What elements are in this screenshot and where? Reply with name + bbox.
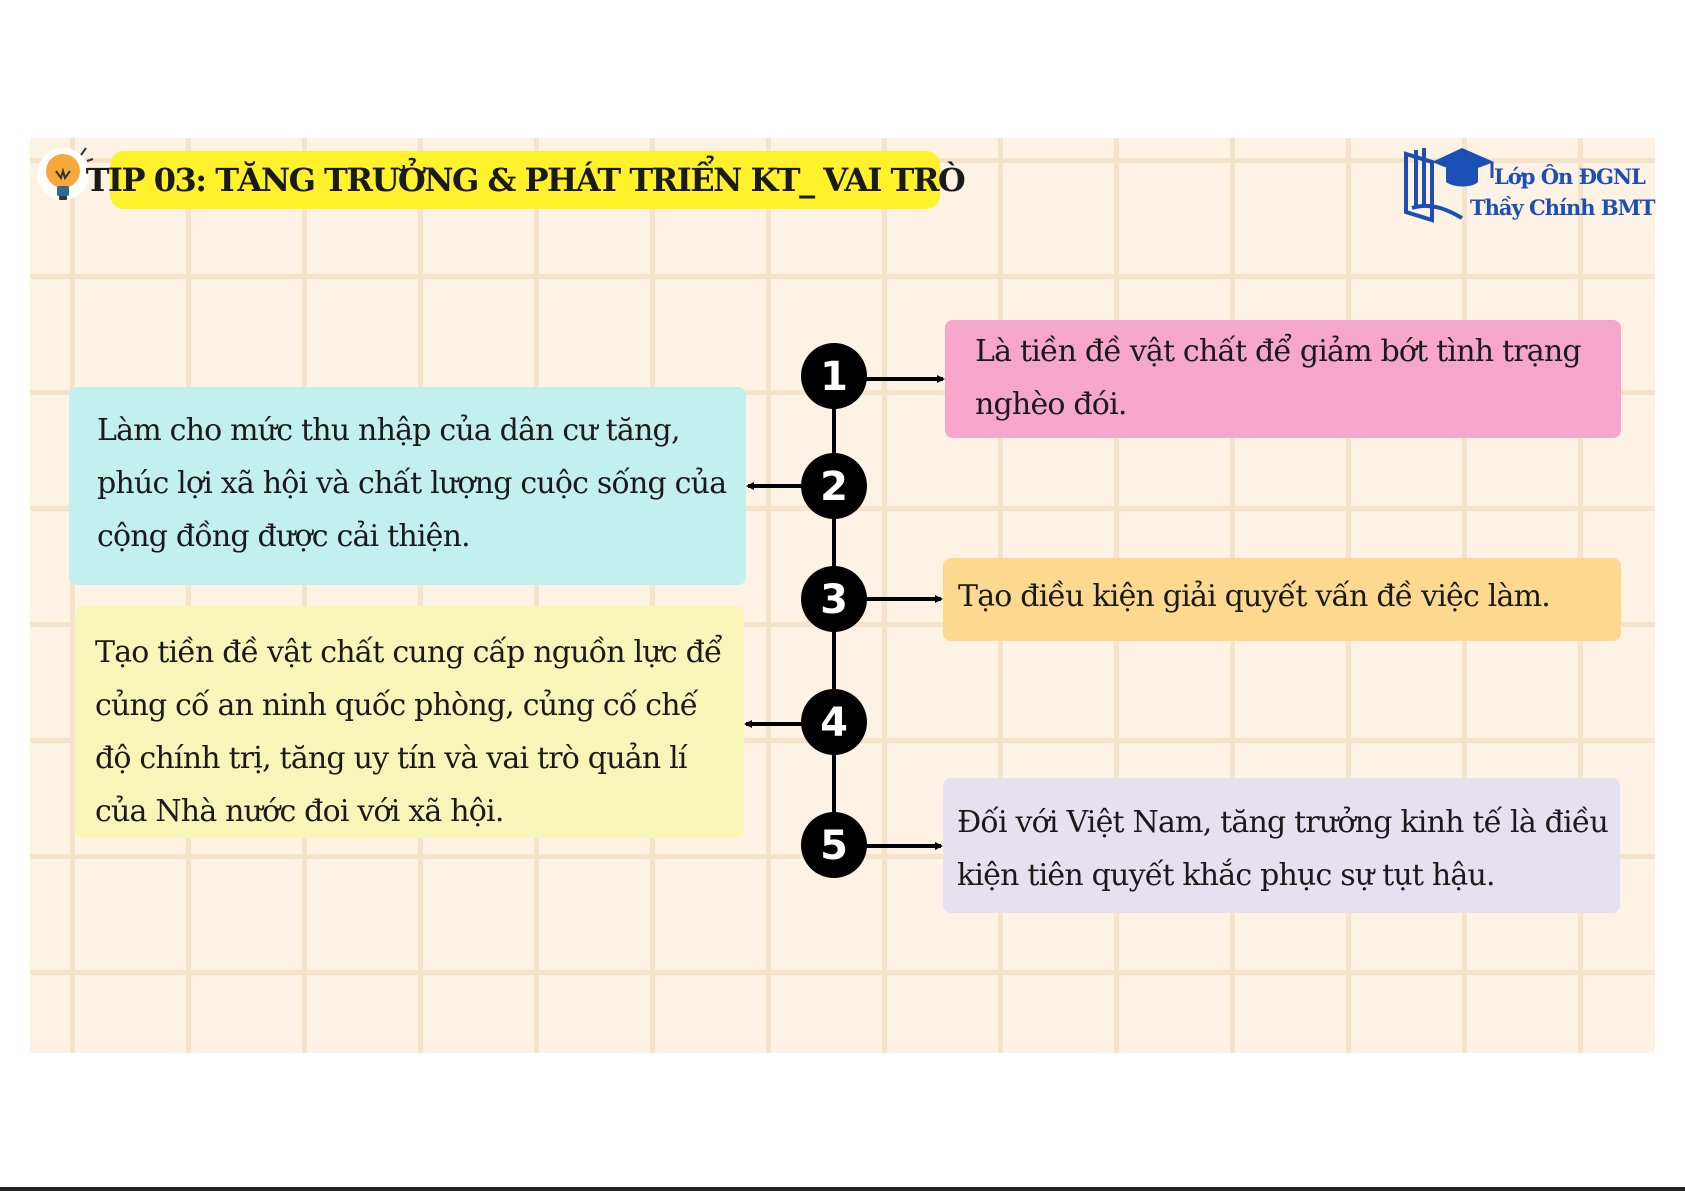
item-box-3: Tạo điều kiện giải quyết vấn đề việc làm.: [943, 558, 1621, 641]
bottom-border: [0, 1187, 1685, 1191]
item-box-1: Là tiền đề vật chất để giảm bớt tình trạng nghèo đói.: [945, 320, 1621, 438]
logo-text-line2: Thầy Chính BMT: [1470, 195, 1655, 220]
step-number-4: 4: [820, 700, 848, 746]
step-node-5: [801, 812, 867, 878]
step-number-1: 1: [820, 354, 848, 400]
step-node-2: [801, 453, 867, 519]
item-box-5: Đối với Việt Nam, tăng trưởng kinh tế là điều kiện tiên quyết khắc phục sự tụt hậu.: [943, 778, 1620, 913]
step-number-5: 5: [820, 823, 848, 869]
step-number-3: 3: [820, 577, 848, 623]
logo-text-line1: Lớp Ôn ĐGNL: [1494, 164, 1645, 189]
step-node-1: [801, 343, 867, 409]
step-number-2: 2: [820, 464, 848, 510]
item-box-2: Làm cho mức thu nhập của dân cư tăng, phúc lợi xã hội và chất lượng cuộc sống của cộng đồng được cải thiện.: [69, 387, 746, 585]
item-box-4: Tạo tiền đề vật chất cung cấp nguồn lực để củng cố an ninh quốc phòng, củng cố chế độ chính trị, tăng uy tín và vai trò quản lí của Nhà nước đoi với xã hội.: [75, 606, 744, 838]
step-node-3: [801, 566, 867, 632]
page-title: TIP 03: TĂNG TRƯỞNG & PHÁT TRIỂN KT_ VAI TRÒ: [85, 161, 965, 199]
step-node-4: [801, 689, 867, 755]
